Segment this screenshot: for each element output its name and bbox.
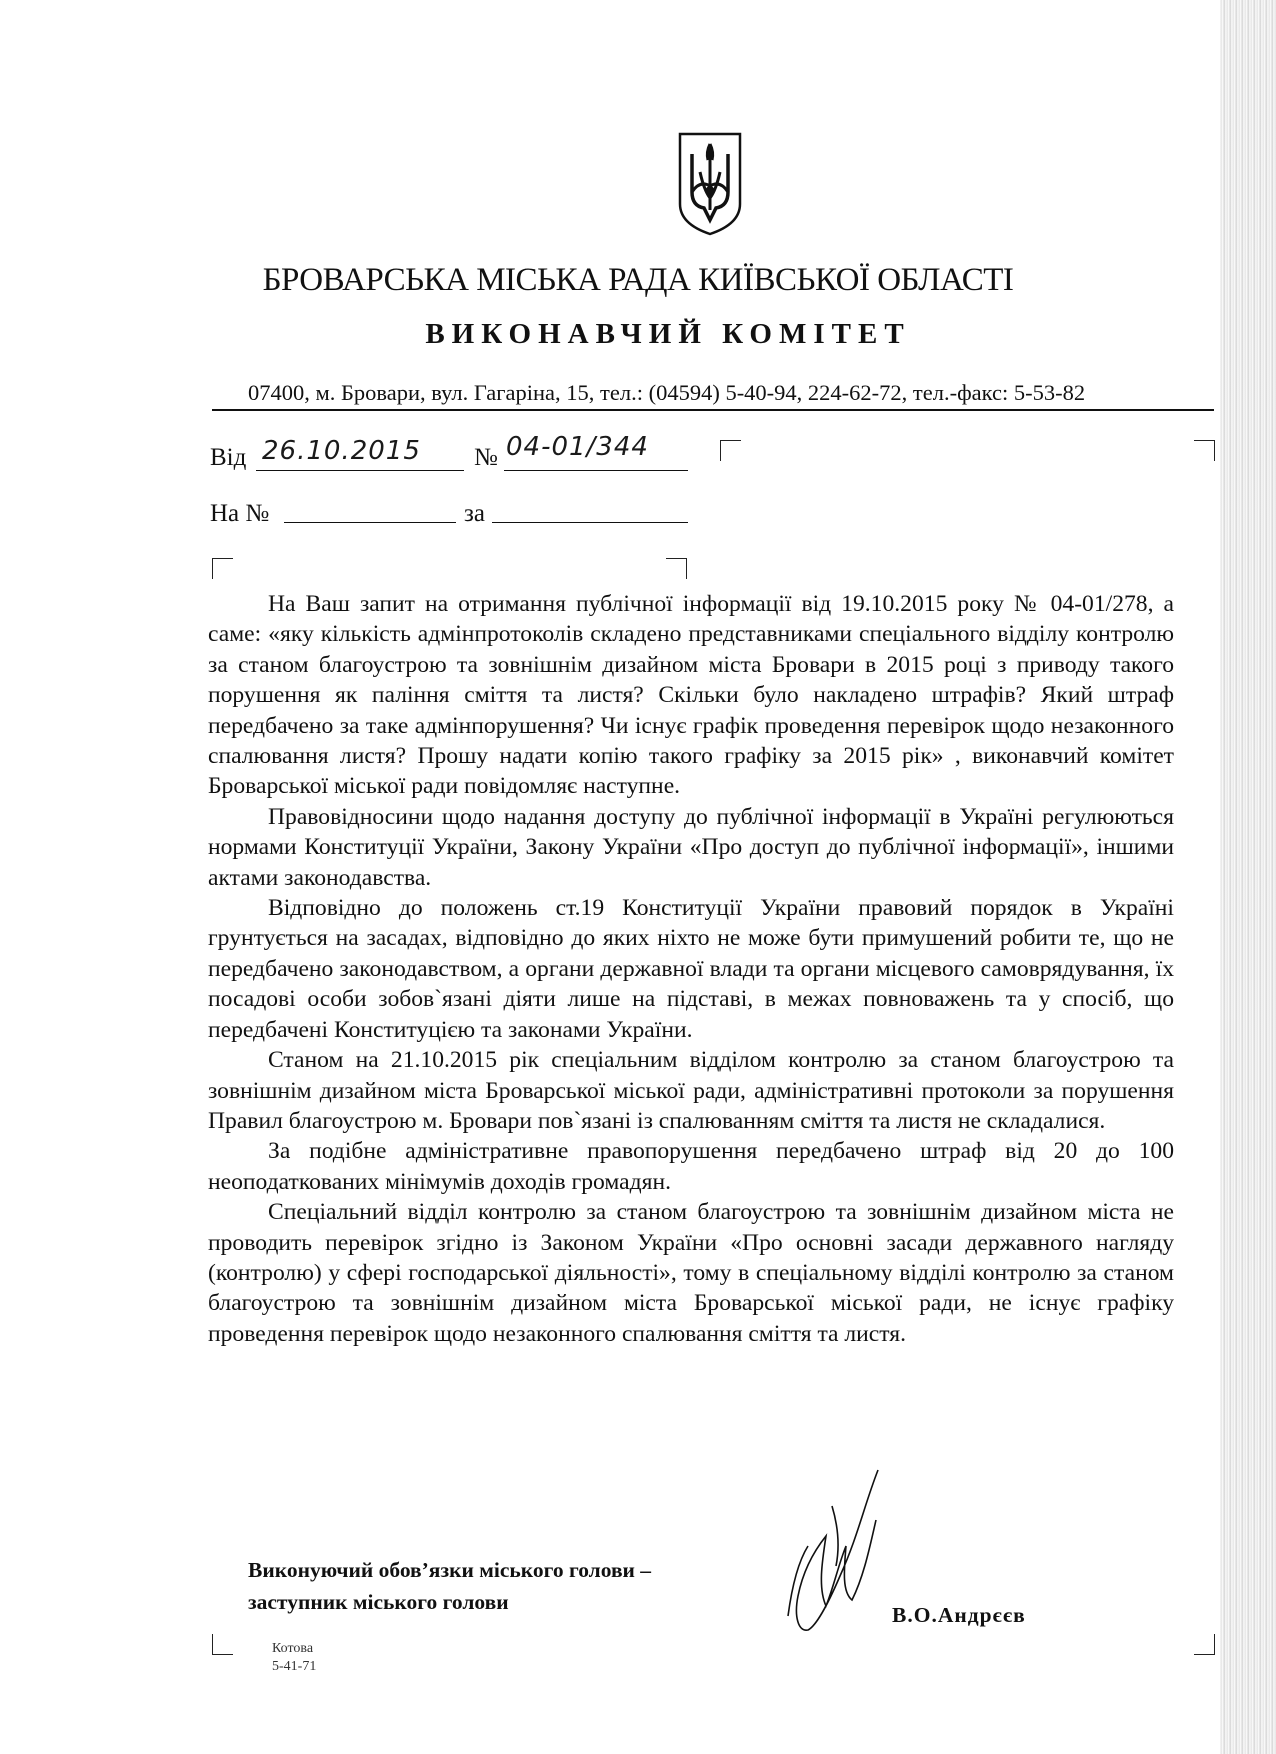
organization-address: 07400, м. Бровари, вул. Гагаріна, 15, тел.: (04594) 5-40-94, 224-62-72, тел.-факс: 5-53-82 <box>248 380 1086 405</box>
letter-number: 04-01/344 <box>506 432 649 462</box>
addressee-corner-tl <box>720 440 741 461</box>
reply-number-line <box>284 522 456 523</box>
addressee-corner-tr <box>1194 440 1215 461</box>
reply-number-label: На № <box>210 500 270 527</box>
signatory-name: В.О.Андрєєв <box>892 1603 1026 1627</box>
body-paragraph: За подібне адміністративне правопорушення передбачено штраф від 20 до 100 неоподаткованих мінімумів доходів громадян. <box>208 1138 1174 1195</box>
signatory-title-line2: заступник міського голови <box>248 1590 509 1614</box>
body-paragraph: Правовідносини щодо надання доступу до публічної інформації в Україні регулюються нормами Конституції України, Закону України «Про доступ до публічної інформації», іншими актами законодавства. <box>208 803 1174 891</box>
body-paragraph: Станом на 21.10.2015 рік спеціальним відділом контролю за станом благоустрою та зовнішнім дизайном міста Броварської міської ради, адміністративні протоколи за порушення Правил благоустрою м. Бровари пов`язані із спалюванням сміття та листя не складалися. <box>208 1047 1174 1134</box>
header-divider <box>212 409 1214 411</box>
body-paragraph: Відповідно до положень ст.19 Конституції України правовий порядок в Україні грунтується на засадах, відповідно до яких ніхто не може бути примушений робити те, що не передбачено законодавством, а органи державної влади та органи місцевого самоврядування, їх посадові особи зобов`язані діяти лише на підставі, в межах повноважень та у спосіб, що передбачені Конституцією та законами України. <box>208 895 1174 1043</box>
letter-body <box>208 589 1174 1349</box>
executor-name: Котова <box>272 1641 314 1656</box>
date-line <box>256 470 464 471</box>
body-paragraph: Спеціальний відділ контролю за станом благоустрою та зовнішнім дизайном міста не проводить перевірок згідно із Законом України «Про основні засади державного нагляду (контролю) у сфері господарської діяльності», тому в спеціальному відділі контролю за станом благоустрою та зовнішнім дизайном міста Броварської міської ради, не існує графіку проведення перевірок щодо незаконного спалювання сміття та листя. <box>208 1199 1174 1347</box>
number-label: № <box>474 444 498 471</box>
body-paragraph: На Ваш запит на отримання публічної інформації від 19.10.2015 року № 04-01/278, а саме: «яку кількість адмінпротоколів складено представниками спеціального відділу контролю за станом благоустрою та зовнішнім дизайном міста Бровари в 2015 році з приводу такого порушення як паління сміття та листя? Скільки було накладено штрафів? Який штраф передбачено за таке адмінпорушення? Чи існує графік проведення перевірок щодо незаконного спалювання листя? Прошу надати копію такого графіку за 2015 рік» , виконавчий комітет Броварської міської ради повідомляє наступне. <box>208 591 1174 800</box>
coat-of-arms-icon <box>676 132 744 236</box>
subject-corner-tr <box>666 558 687 579</box>
letter-date: 26.10.2015 <box>262 436 421 466</box>
subject-corner-tl <box>212 558 233 579</box>
reply-date-label: за <box>464 500 485 527</box>
handwritten-signature <box>768 1466 898 1634</box>
signatory-title-line1: Виконуючий обов’язки міського голови – <box>248 1558 652 1582</box>
committee-name: ВИКОНАВЧИЙ КОМІТЕТ <box>425 318 911 350</box>
footer-corner-br <box>1194 1634 1215 1655</box>
from-label: Від <box>210 444 247 471</box>
executor-phone: 5-41-71 <box>272 1659 317 1674</box>
number-line <box>504 470 688 471</box>
reply-date-line <box>492 522 688 523</box>
footer-corner-bl <box>212 1634 233 1655</box>
organization-name: БРОВАРСЬКА МІСЬКА РАДА КИЇВСЬКОЇ ОБЛАСТІ <box>262 262 1014 298</box>
